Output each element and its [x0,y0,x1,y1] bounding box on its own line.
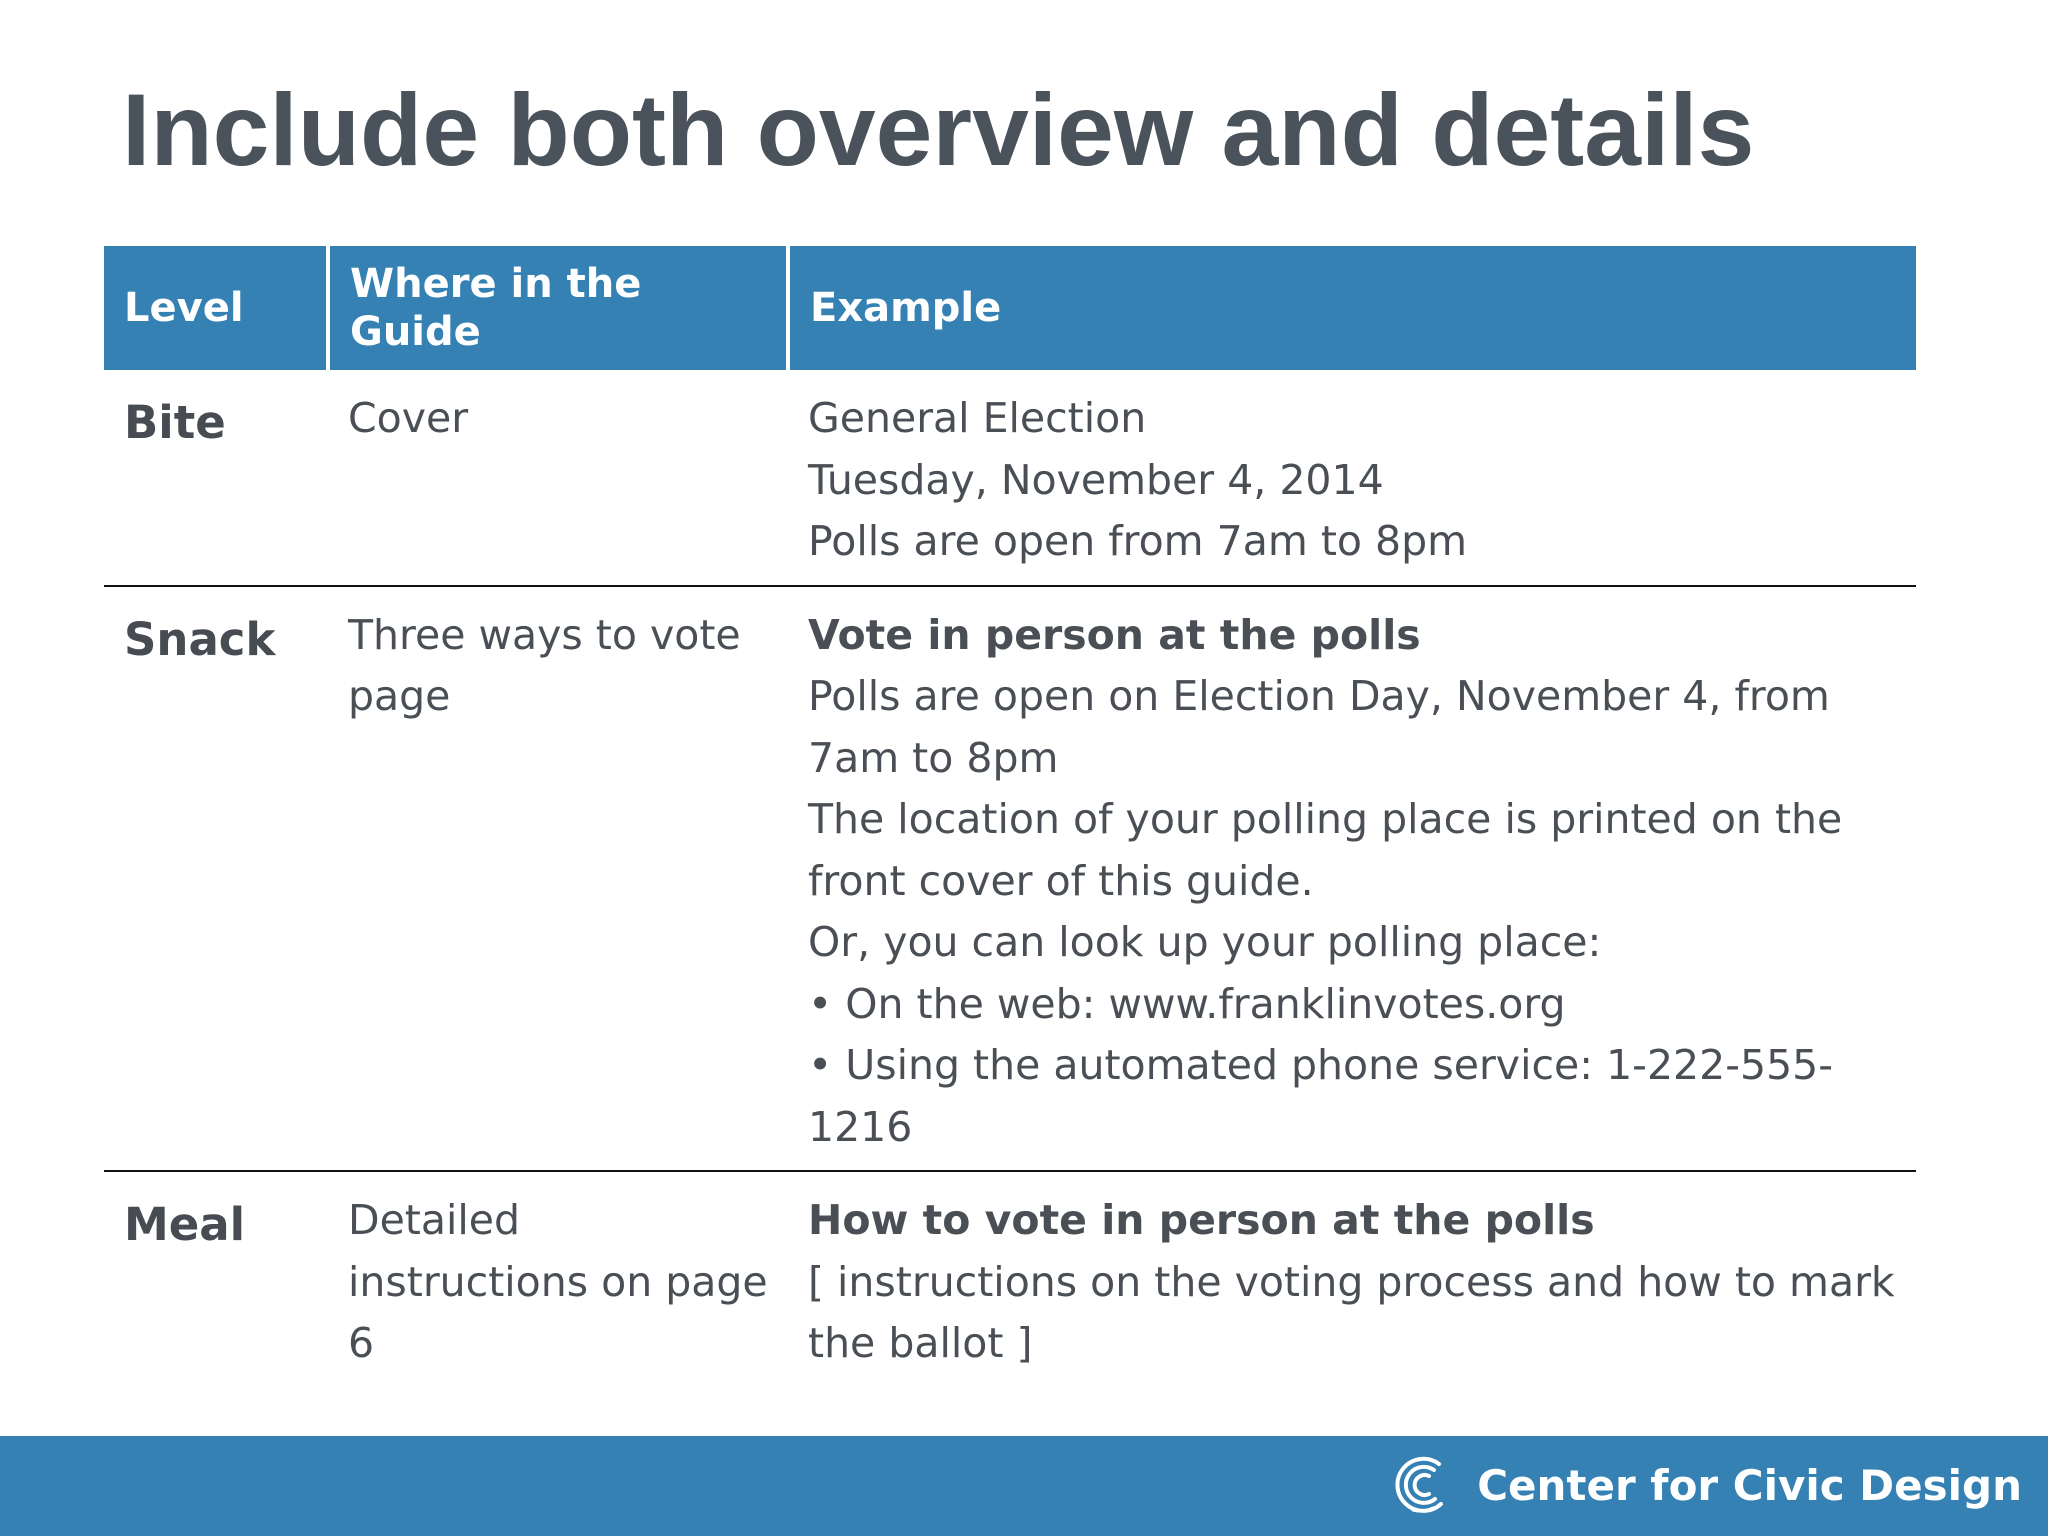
levels-table [104,246,1934,1387]
example-line: The location of your polling place is printed on the front cover of this guide. [808,795,1843,905]
footer-brand [1389,1454,2022,1518]
table-header-row [104,246,1916,370]
table-row [104,370,1916,586]
example-cell [788,1171,1934,1387]
example-line: Polls are open from 7am to 8pm [808,517,1468,565]
header-example: Example [788,246,1916,370]
example-cell [788,370,1916,586]
example-cell [788,586,1916,1172]
table-row [104,1171,1916,1387]
header-level: Level [104,246,328,370]
footer-brand-name: Center for Civic Design [1477,1461,2022,1510]
example-line: [ instructions on the voting process and how to mark the ballot ] [808,1257,1934,1367]
where-cell: Three ways to vote page [328,586,788,1172]
where-cell: Cover [328,370,788,586]
header-where: Where in the Guide [328,246,788,370]
example-line: • Using the automated phone service: 1-222-555-1216 [808,1041,1834,1151]
example-line: Or, you can look up your polling place: [808,918,1602,966]
table-row [104,586,1916,1172]
example-line: General Election [808,394,1147,442]
slide-title: Include both overview and details [122,73,1755,187]
example-line: Polls are open on Election Day, November 4, from 7am to 8pm [808,672,1830,782]
level-cell: Bite [104,370,328,586]
where-cell: Detailed instructions on page 6 [348,1196,768,1367]
civic-design-logo-icon [1389,1454,1453,1518]
example-line: Tuesday, November 4, 2014 [808,455,1384,504]
level-cell: Snack [104,586,328,1172]
example-line: • On the web: www.franklinvotes.org [808,979,1566,1028]
level-cell: Meal [124,1198,246,1251]
example-heading: How to vote in person at the polls [808,1196,1595,1244]
footer-bar [0,1436,2048,1536]
example-heading: Vote in person at the polls [808,610,1421,659]
